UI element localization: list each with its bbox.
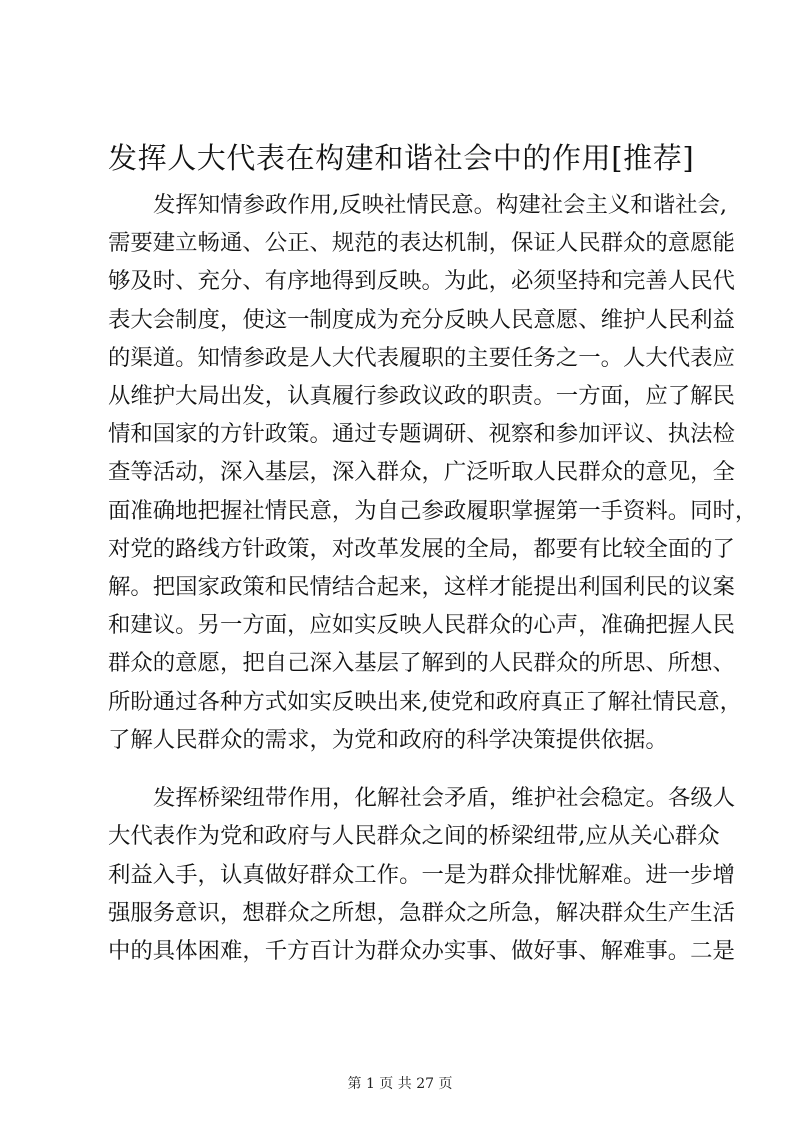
body-line: 发挥桥梁纽带作用，化解社会矛盾，维护社会稳定。各级人 bbox=[153, 785, 736, 811]
body-line: 群众的意愿，把自己深入基层了解到的人民群众的所思、所想、 bbox=[108, 650, 735, 676]
body-line: 表大会制度，使这一制度成为充分反映人民意愿、维护人民利益 bbox=[108, 307, 735, 333]
body-line: 中的具体困难，千方百计为群众办实事、做好事、解难事。二是 bbox=[108, 938, 735, 964]
body-line: 所盼通过各种方式如实反映出来,使党和政府真正了解社情民意， bbox=[108, 689, 743, 715]
body-line: 面准确地把握社情民意，为自己参政履职掌握第一手资料。同时， bbox=[108, 498, 758, 524]
body-line: 利益入手，认真做好群众工作。一是为群众排忧解难。进一步增 bbox=[108, 862, 735, 888]
body-line: 了解人民群众的需求，为党和政府的科学决策提供依据。 bbox=[108, 727, 668, 753]
body-line: 强服务意识，想群众之所想，急群众之所急，解决群众生产生活 bbox=[108, 900, 735, 926]
body-line: 大代表作为党和政府与人民群众之间的桥梁纽带,应从关心群众 bbox=[108, 823, 720, 849]
body-line: 查等活动，深入基层，深入群众，广泛听取人民群众的意见，全 bbox=[108, 459, 735, 485]
body-line: 和建议。另一方面，应如实反映人民群众的心声，准确把握人民 bbox=[108, 612, 735, 638]
document-title: 发挥人大代表在构建和谐社会中的作用[推荐] bbox=[108, 141, 695, 175]
body-line: 需要建立畅通、公正、规范的表达机制，保证人民群众的意愿能 bbox=[108, 230, 735, 256]
body-line: 从维护大局出发，认真履行参政议政的职责。一方面，应了解民 bbox=[108, 383, 735, 409]
page-number-footer: 第 1 页 共 27 页 bbox=[347, 1076, 453, 1092]
body-line: 解。把国家政策和民情结合起来，这样才能提出利国利民的议案 bbox=[108, 574, 735, 600]
body-line: 够及时、充分、有序地得到反映。为此，必须坚持和完善人民代 bbox=[108, 268, 735, 294]
body-line: 情和国家的方针政策。通过专题调研、视察和参加评议、执法检 bbox=[108, 421, 735, 447]
body-line: 的渠道。知情参政是人大代表履职的主要任务之一。人大代表应 bbox=[108, 345, 735, 371]
body-line: 发挥知情参政作用,反映社情民意。构建社会主义和谐社会, bbox=[153, 192, 727, 218]
body-line: 对党的路线方针政策，对改革发展的全局，都要有比较全面的了 bbox=[108, 536, 735, 562]
